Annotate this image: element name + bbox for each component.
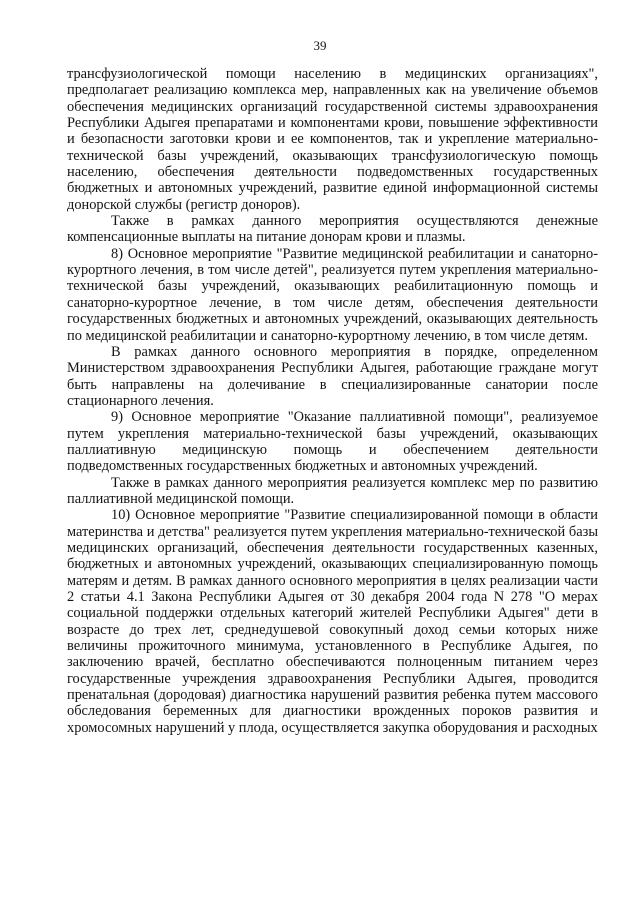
- paragraph-measure-8-rehabilitation: 8) Основное мероприятие "Развитие медицинской реабилитации и санаторно-курортного лечения, в том числе детей", реализуется путем укрепления материально-технической базы учреждений, оказывающих реабилитационную помощь и санаторно-курортное лечение, в том числе детям, обеспечения деятельности государственных бюджетных и автономных учреждений, оказывающих деятельность по медицинской реабилитации и санаторно-курортному лечению, в том числе детям.: [67, 245, 598, 344]
- paragraph-transfusion-continued: трансфузиологической помощи населению в медицинских организациях", предполагает реализацию комплекса мер, направленных как на увеличение объемов обеспечения медицинских организаций государственной системы здравоохранения Республики Адыгея препаратами и компонентами крови, повышение эффективности и безопасности заготовки крови и ее компонентов, так и укрепление материально-технической базы учреждений, оказывающих трансфузиологическую помощь населению, обеспечения деятельности подведомственных государственных бюджетных и автономных учреждений, развитие единой информационной системы донорской службы (регистр доноров).: [67, 66, 598, 213]
- paragraph-donor-compensation: Также в рамках данного мероприятия осуществляются денежные компенсационные выплаты на питание донорам крови и плазмы.: [67, 213, 598, 246]
- paragraph-measure-10-maternity: 10) Основное мероприятие "Развитие специализированной помощи в области материнства и детства" реализуется путем укрепления материально-технической базы медицинских организаций, обеспечения деятельности государственных казенных, бюджетных и автономных учреждений, оказывающих специализированную помощь матерям и детям. В рамках данного основного мероприятия в целях реализации части 2 статьи 4.1 Закона Республики Адыгея от 30 декабря 2004 года N 278 "О мерах социальной поддержки отдельных категорий жителей Республики Адыгея" дети в возрасте до трех лет, среднедушевой совокупный доход семьи которых ниже величины прожиточного минимума, установленного в Республике Адыгея, по заключению врачей, бесплатно обеспечиваются полноценным питанием через государственные учреждения здравоохранения Республики Адыгея, проводится пренатальная (дородовая) диагностика нарушений развития ребенка путем массового обследования беременных для диагностики врожденных пороков развития и хромосомных нарушений у плода, осуществляется закупка оборудования и расходных: [67, 507, 598, 736]
- document-body: [67, 66, 598, 736]
- paragraph-measure-9-palliative: 9) Основное мероприятие "Оказание паллиативной помощи", реализуемое путем укрепления материально-технической базы учреждений, оказывающих паллиативную медицинскую помощь и обеспечением деятельности подведомственных государственных бюджетных и автономных учреждений.: [67, 409, 598, 475]
- paragraph-palliative-development: Также в рамках данного мероприятия реализуется комплекс мер по развитию паллиативной медицинской помощи.: [67, 474, 598, 507]
- page-number: 39: [313, 38, 327, 53]
- paragraph-sanatorium-aftercare: В рамках данного основного мероприятия в порядке, определенном Министерством здравоохранения Республики Адыгея, работающие граждане могут быть направлены на долечивание в специализированные санатории после стационарного лечения.: [67, 343, 598, 409]
